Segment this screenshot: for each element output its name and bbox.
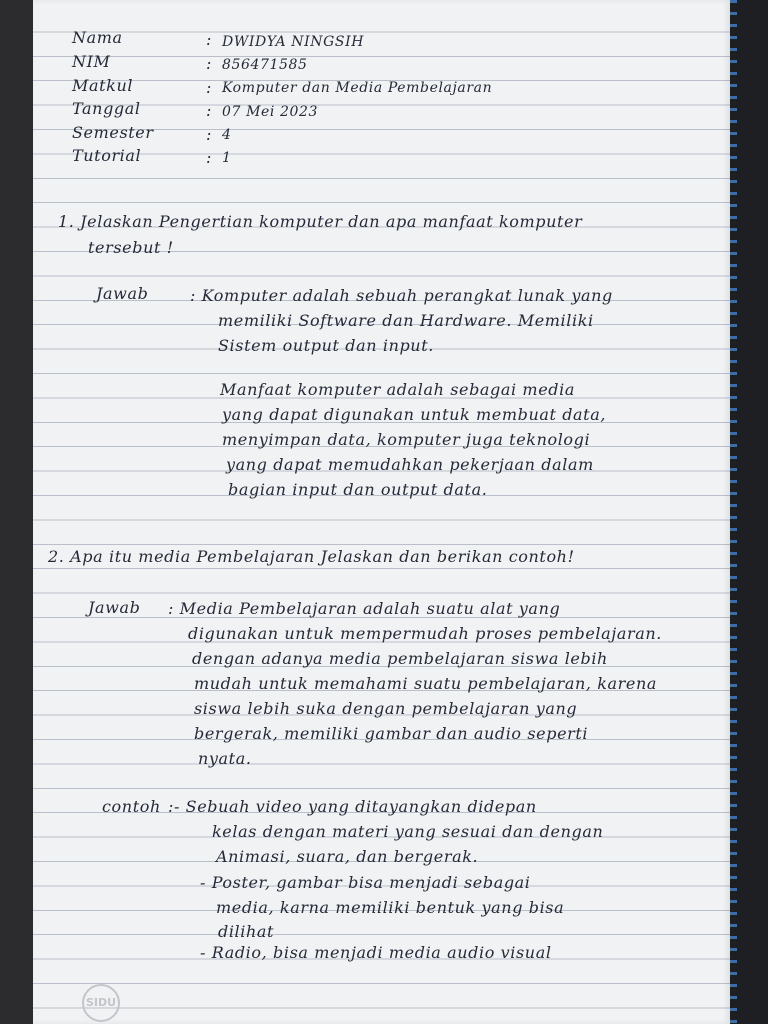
- nama-label: Nama: [72, 28, 123, 47]
- q1-answer-line: : Komputer adalah sebuah perangkat lunak yang: [190, 286, 613, 305]
- matkul-colon: :: [206, 78, 212, 97]
- q1-answer-line: Manfaat komputer adalah sebagai media: [220, 380, 575, 399]
- q1-answer-line: memiliki Software dan Hardware. Memiliki: [218, 311, 594, 330]
- tutorial-label: Tutorial: [72, 146, 142, 165]
- q1-answer-line: Sistem output dan input.: [218, 336, 434, 355]
- nim-value: 856471585: [222, 57, 308, 73]
- q2-answer-line: nyata.: [198, 749, 252, 768]
- q2-contoh-line: dilihat: [218, 922, 275, 941]
- nim-label: NIM: [72, 52, 111, 71]
- semester-colon: :: [206, 125, 212, 144]
- tanggal-label: Tanggal: [72, 99, 141, 118]
- q2-contoh-line: :- Sebuah video yang ditayangkan didepan: [168, 797, 537, 816]
- nama-colon: :: [206, 30, 212, 49]
- q2-answer-line: mudah untuk memahami suatu pembelajaran, karena: [194, 674, 658, 693]
- q2-contoh-line: Animasi, suara, dan bergerak.: [216, 847, 479, 866]
- q2-answer-line: siswa lebih suka dengan pembelajaran yang: [194, 699, 578, 718]
- semester-value: 4: [222, 127, 232, 143]
- q1-answer-line: menyimpan data, komputer juga teknologi: [222, 430, 591, 449]
- q2-contoh-line: media, karna memiliki bentuk yang bisa: [216, 898, 565, 917]
- q1-answer-line: bagian input dan output data.: [228, 480, 488, 499]
- tutorial-value: 1: [222, 150, 232, 166]
- tanggal-value: 07 Mei 2023: [222, 104, 319, 120]
- q1-answer-line: yang dapat memudahkan pekerjaan dalam: [226, 455, 594, 474]
- q1-answer-label: Jawab: [96, 284, 149, 303]
- q2-contoh-label: contoh: [102, 797, 161, 816]
- matkul-label: Matkul: [72, 76, 134, 95]
- q2-contoh-line: kelas dengan materi yang sesuai dan dengan: [212, 822, 604, 841]
- q2-answer-label: Jawab: [88, 598, 141, 617]
- q2-question-line-1: 2. Apa itu media Pembelajaran Jelaskan dan berikan contoh!: [48, 547, 575, 566]
- q1-answer-line: yang dapat digunakan untuk membuat data,: [222, 405, 607, 424]
- q2-answer-line: bergerak, memiliki gambar dan audio seperti: [194, 724, 589, 743]
- semester-label: Semester: [72, 123, 154, 142]
- q1-question-line-2: tersebut !: [88, 238, 174, 257]
- q2-contoh-line: - Poster, gambar bisa menjadi sebagai: [200, 873, 531, 892]
- q2-contoh-line: - Radio, bisa menjadi media audio visual: [200, 943, 552, 962]
- q2-answer-line: dengan adanya media pembelajaran siswa lebih: [192, 649, 608, 668]
- tanggal-colon: :: [206, 101, 212, 120]
- q2-answer-line: digunakan untuk mempermudah proses pembelajaran.: [188, 624, 662, 643]
- watermark-stamp: SIDU: [82, 984, 120, 1022]
- tutorial-colon: :: [206, 148, 212, 167]
- nim-colon: :: [206, 54, 212, 73]
- nama-value: DWIDYA NINGSIH: [222, 34, 365, 50]
- q2-answer-line: : Media Pembelajaran adalah suatu alat yang: [168, 599, 561, 618]
- matkul-value: Komputer dan Media Pembelajaran: [222, 80, 493, 96]
- q1-question-line-1: 1. Jelaskan Pengertian komputer dan apa manfaat komputer: [58, 212, 583, 231]
